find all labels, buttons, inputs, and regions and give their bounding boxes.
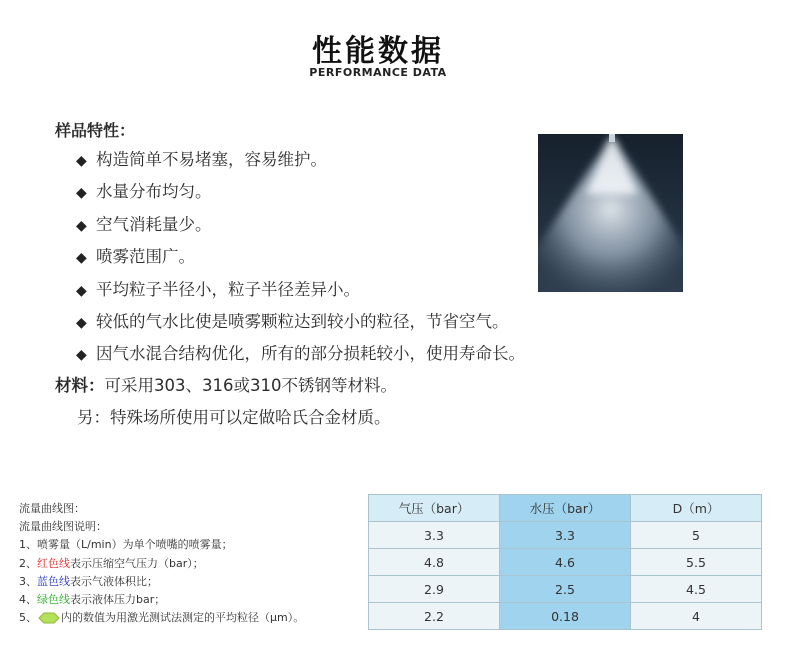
legend-line: 4、绿色线表示液体压力bar； [19,593,166,607]
column-header: 气压（bar） [369,495,500,522]
material-text: 可采用303、316或310不锈钢等材料。 [104,376,397,395]
table-row [369,576,762,603]
feature-item: ◆ 因气水混合结构优化，所有的部分损耗较小，使用寿命长。 [76,338,525,370]
red-line-label: 红色线 [37,556,70,570]
table-row [369,522,762,549]
column-header: 水压（bar） [500,495,631,522]
page-title: 性能数据 [312,34,444,69]
material-line [55,372,397,396]
table-cell: 4 [631,603,762,630]
table-cell: 4.6 [500,549,631,576]
legend-line: 流量曲线图： [19,502,85,515]
feature-item: ◆ 构造简单不易堵塞，容易维护。 [76,144,525,176]
features-heading: 样品特性： [55,121,136,140]
legend-line: 3、蓝色线表示气液体积比； [19,574,158,588]
legend-line: 5、 内的数值为用激光测试法测定的平均粒径（μm）。 [19,611,305,625]
legend-line: 2、红色线表示压缩空气压力（bar）； [19,556,204,570]
table-cell: 3.3 [500,522,631,549]
diamond-bullet-icon: ◆ [76,314,87,331]
diamond-bullet-icon: ◆ [76,250,87,267]
hexagon-marker-icon [38,612,60,624]
table-cell: 2.5 [500,576,631,603]
feature-list [76,144,525,371]
table-cell: 5 [631,522,762,549]
table-cell: 4.5 [631,576,762,603]
table-cell: 5.5 [631,549,762,576]
curve-legend [19,500,304,627]
table-row [369,549,762,576]
table-row [369,603,762,630]
table-cell: 3.3 [369,522,500,549]
page-subtitle: PERFORMANCE DATA [309,66,447,79]
diamond-bullet-icon: ◆ [76,282,87,299]
legend-line: 流量曲线图说明： [19,520,107,534]
green-line-label: 绿色线 [37,593,70,607]
material-label: 材料： [55,376,105,395]
blue-line-label: 蓝色线 [37,574,70,588]
spray-photo [538,134,683,292]
diamond-bullet-icon: ◆ [76,185,87,202]
feature-item: ◆ 水量分布均匀。 [76,176,525,208]
diamond-bullet-icon: ◆ [76,347,87,364]
table-cell: 0.18 [500,603,631,630]
column-header: D（m） [631,495,762,522]
feature-item: ◆ 空气消耗量少。 [76,209,525,241]
diamond-bullet-icon: ◆ [76,217,87,234]
legend-line: 1、喷雾量（L/min）为单个喷嘴的喷雾量； [19,538,233,552]
feature-item: ◆ 平均粒子半径小，粒子半径差异小。 [76,274,525,306]
other-note: 另：特殊场所使用可以定做哈氏合金材质。 [77,408,391,427]
performance-table [368,494,762,630]
feature-item: ◆ 喷雾范围广。 [76,241,525,273]
table-header-row [369,495,762,522]
table-cell: 4.8 [369,549,500,576]
feature-item: ◆ 较低的气水比使是喷雾颗粒达到较小的粒径，节省空气。 [76,306,525,338]
table-cell: 2.9 [369,576,500,603]
table-cell: 2.2 [369,603,500,630]
diamond-bullet-icon: ◆ [76,153,87,169]
